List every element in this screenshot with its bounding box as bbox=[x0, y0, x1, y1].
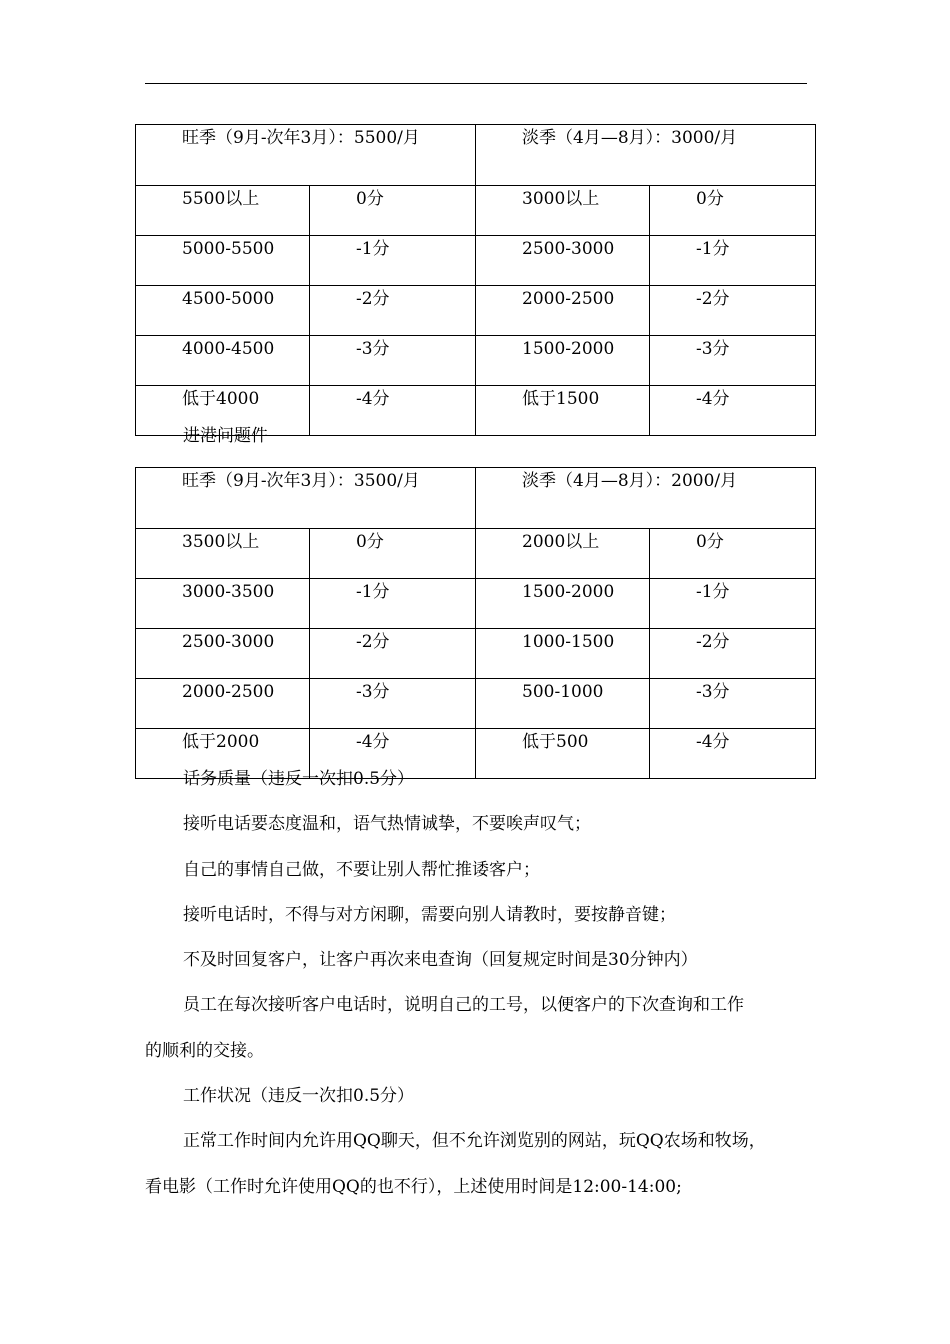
work-status-item-continued: 看电影（工作时允许使用QQ的也不行），上述使用时间是12:00-14:00; bbox=[145, 1177, 682, 1197]
peak-range: 4000-4500 bbox=[136, 336, 310, 386]
peak-score: -1分 bbox=[310, 579, 476, 629]
peak-range: 3500以上 bbox=[136, 529, 310, 579]
peak-range: 4500-5000 bbox=[136, 286, 310, 336]
call-quality-item-continued: 的顺利的交接。 bbox=[145, 1041, 264, 1061]
peak-range: 低于2000 bbox=[136, 729, 310, 779]
call-quality-item: 自己的事情自己做，不要让别人帮忙推诿客户； bbox=[183, 860, 540, 880]
table-row bbox=[136, 679, 816, 729]
peak-score: -3分 bbox=[310, 336, 476, 386]
peak-range: 低于4000 bbox=[136, 386, 310, 436]
table-row bbox=[136, 186, 816, 236]
call-quality-item: 接听电话要态度温和，语气热情诚挚，不要唉声叹气； bbox=[183, 814, 591, 834]
off-range: 2500-3000 bbox=[476, 236, 650, 286]
inbound-score-table bbox=[135, 467, 816, 779]
off-range: 低于500 bbox=[476, 729, 650, 779]
off-range: 1000-1500 bbox=[476, 629, 650, 679]
peak-season-header: 旺季（9月-次年3月）：5500/月 bbox=[136, 125, 476, 186]
peak-score: -2分 bbox=[310, 286, 476, 336]
peak-range: 5500以上 bbox=[136, 186, 310, 236]
table-row bbox=[136, 286, 816, 336]
off-season-header: 淡季（4月—8月）：3000/月 bbox=[476, 125, 816, 186]
off-score: 0分 bbox=[650, 529, 816, 579]
off-score: -3分 bbox=[650, 679, 816, 729]
off-season-header: 淡季（4月—8月）：2000/月 bbox=[476, 468, 816, 529]
header-rule bbox=[145, 83, 807, 84]
table-row bbox=[136, 336, 816, 386]
off-score: -1分 bbox=[650, 236, 816, 286]
off-range: 1500-2000 bbox=[476, 579, 650, 629]
peak-score: -2分 bbox=[310, 629, 476, 679]
table-row bbox=[136, 579, 816, 629]
call-quality-item: 不及时回复客户，让客户再次来电查询（回复规定时间是30分钟内） bbox=[183, 950, 698, 970]
off-range: 1500-2000 bbox=[476, 336, 650, 386]
work-status-item: 正常工作时间内允许用QQ聊天，但不允许浏览别的网站，玩QQ农场和牧场， bbox=[183, 1131, 766, 1151]
off-score: 0分 bbox=[650, 186, 816, 236]
peak-range: 2500-3000 bbox=[136, 629, 310, 679]
peak-season-header: 旺季（9月-次年3月）：3500/月 bbox=[136, 468, 476, 529]
call-quality-item: 员工在每次接听客户电话时，说明自己的工号，以便客户的下次查询和工作 bbox=[183, 995, 744, 1015]
off-range: 2000以上 bbox=[476, 529, 650, 579]
peak-score: 0分 bbox=[310, 529, 476, 579]
call-quality-title: 话务质量（违反一次扣0.5分） bbox=[183, 769, 415, 789]
off-range: 3000以上 bbox=[476, 186, 650, 236]
off-score: -4分 bbox=[650, 386, 816, 436]
table-row bbox=[136, 236, 816, 286]
off-range: 500-1000 bbox=[476, 679, 650, 729]
table-row bbox=[136, 629, 816, 679]
peak-score: -4分 bbox=[310, 729, 476, 779]
call-quality-item: 接听电话时，不得与对方闲聊，需要向别人请教时，要按静音键； bbox=[183, 905, 676, 925]
outbound-score-table bbox=[135, 124, 816, 436]
off-range: 低于1500 bbox=[476, 386, 650, 436]
peak-range: 3000-3500 bbox=[136, 579, 310, 629]
peak-score: -4分 bbox=[310, 386, 476, 436]
off-score: -1分 bbox=[650, 579, 816, 629]
off-score: -3分 bbox=[650, 336, 816, 386]
off-range: 2000-2500 bbox=[476, 286, 650, 336]
peak-score: -3分 bbox=[310, 679, 476, 729]
peak-range: 5000-5500 bbox=[136, 236, 310, 286]
inbound-section-title: 进港问题件 bbox=[183, 426, 268, 446]
off-score: -4分 bbox=[650, 729, 816, 779]
work-status-title: 工作状况（违反一次扣0.5分） bbox=[183, 1086, 415, 1106]
table-row bbox=[136, 529, 816, 579]
off-score: -2分 bbox=[650, 629, 816, 679]
peak-score: 0分 bbox=[310, 186, 476, 236]
off-score: -2分 bbox=[650, 286, 816, 336]
peak-range: 2000-2500 bbox=[136, 679, 310, 729]
peak-score: -1分 bbox=[310, 236, 476, 286]
